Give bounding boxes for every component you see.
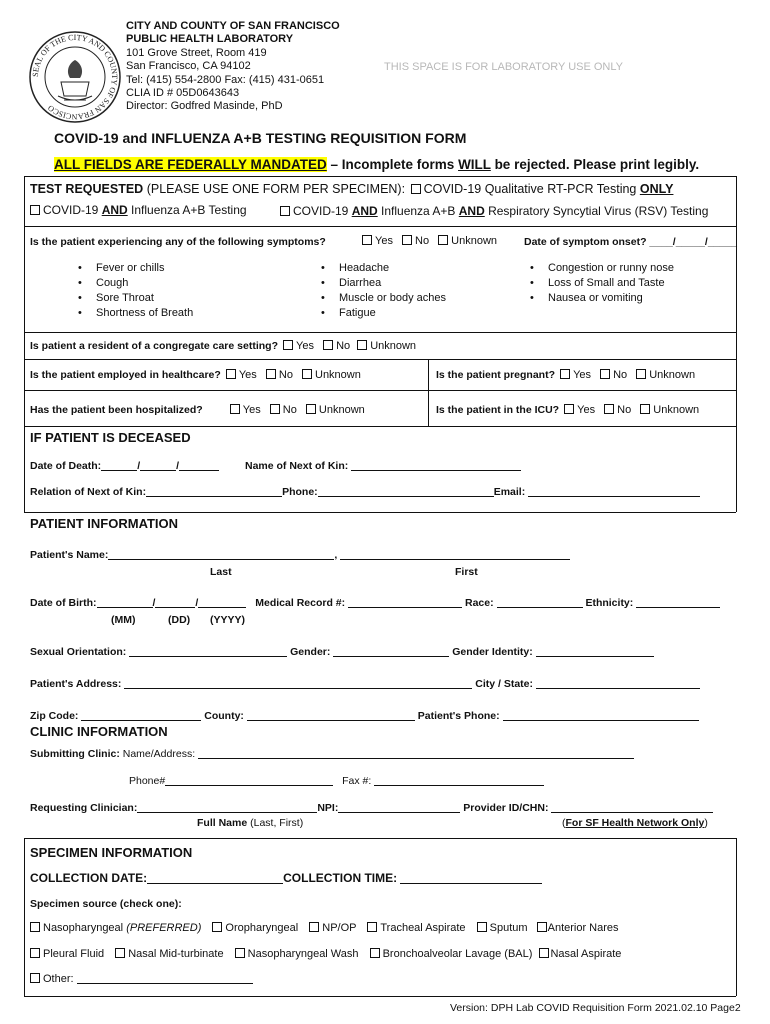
date-of-death-field[interactable]: Date of Death: / /: [30, 460, 219, 472]
clinic-fax-field[interactable]: [374, 775, 544, 786]
orientation-row: Sexual Orientation: Gender: Gender Identity:: [30, 646, 654, 658]
footer-version: Version: DPH Lab COVID Requisition Form 2021.02.10 Page2: [450, 1002, 741, 1014]
source-anterior-nares-checkbox[interactable]: [537, 922, 547, 932]
list-item: • Headache: [317, 261, 446, 276]
specimen-row-1: Nasopharyngeal (PREFERRED) Oropharyngeal NP/OP Tracheal Aspirate Sputum Anterior Nares: [28, 922, 619, 934]
congregate-unknown-checkbox[interactable]: [357, 340, 367, 350]
source-other-checkbox[interactable]: [30, 973, 40, 983]
director: Director: Godfred Masinde, PhD: [126, 100, 283, 113]
address-field[interactable]: [124, 678, 472, 689]
city-state-field[interactable]: [536, 678, 700, 689]
dob-field[interactable]: [97, 597, 153, 608]
seal-text: SEAL OF THE CITY AND COUNTY OF SAN FRANCISCO: [30, 32, 120, 122]
last-label: Last: [210, 566, 232, 578]
tel-fax: Tel: (415) 554-2800 Fax: (415) 431-0651: [126, 73, 325, 86]
list-item: • Nausea or vomiting: [526, 291, 674, 306]
source-bal-checkbox[interactable]: [370, 948, 380, 958]
collection-date-field[interactable]: [147, 871, 283, 884]
list-item: • Congestion or runny nose: [526, 261, 674, 276]
npi-field[interactable]: [338, 802, 460, 813]
symptoms-no-checkbox[interactable]: [402, 235, 412, 245]
city-seal: [28, 30, 122, 124]
symptoms-yes-checkbox[interactable]: [362, 235, 372, 245]
list-item: • Fatigue: [317, 306, 446, 321]
list-item: • Sore Throat: [74, 291, 193, 306]
symptom-onset-date: Date of symptom onset? ____/_____/_____: [524, 236, 738, 248]
mandate-highlight: ALL FIELDS ARE FEDERALLY MANDATED: [54, 157, 327, 172]
congregate-row: Is patient a resident of a congregate care setting? Yes No Unknown: [30, 340, 417, 352]
provider-id-field[interactable]: [551, 802, 713, 813]
list-item: • Loss of Small and Taste: [526, 276, 674, 291]
pregnant-row: Is the patient pregnant? Yes No Unknown: [436, 369, 696, 381]
hospitalized-yes-checkbox[interactable]: [230, 404, 240, 414]
icu-yes-checkbox[interactable]: [564, 404, 574, 414]
kin-relation-field[interactable]: [146, 486, 282, 497]
mandate-notice: ALL FIELDS ARE FEDERALLY MANDATED – Incomplete forms WILL be rejected. Please print legibly.: [54, 157, 700, 172]
source-other-field[interactable]: [77, 973, 253, 984]
collection-time-field[interactable]: [400, 871, 542, 884]
first-label: First: [455, 566, 478, 578]
source-pleural-fluid-checkbox[interactable]: [30, 948, 40, 958]
symptom-list-1: [74, 261, 193, 321]
clinic-phone-fax-row: Phone# Fax #:: [129, 775, 544, 787]
source-nasal-aspirate-checkbox[interactable]: [539, 948, 549, 958]
clinic-phone-field[interactable]: [165, 775, 333, 786]
icu-row: Is the patient in the ICU? Yes No Unknown: [436, 404, 700, 416]
icu-unknown-checkbox[interactable]: [640, 404, 650, 414]
dob-dd: (DD): [168, 614, 191, 626]
sf-network-hint: (For SF Health Network Only): [562, 817, 708, 829]
submitting-clinic-row: Submitting Clinic: Name/Address:: [30, 748, 634, 760]
clinician-row: Requesting Clinician: NPI: Provider ID/CHN:: [30, 802, 713, 814]
orientation-field[interactable]: [129, 646, 287, 657]
pregnant-unknown-checkbox[interactable]: [636, 369, 646, 379]
kin-email-field[interactable]: [528, 486, 700, 497]
clia-id: CLIA ID # 05D0643643: [126, 87, 240, 100]
patient-name-field[interactable]: Patient's Name: ,: [30, 549, 570, 561]
list-item: • Fever or chills: [74, 261, 193, 276]
source-nasopharyngeal-wash-checkbox[interactable]: [235, 948, 245, 958]
dob-yyyy: (YYYY): [210, 614, 246, 626]
ethnicity-field[interactable]: [636, 597, 720, 608]
symptoms-question: Is the patient experiencing any of the following symptoms?: [30, 236, 326, 248]
healthcare-row: Is the patient employed in healthcare? Yes No Unknown: [30, 369, 361, 381]
congregate-yes-checkbox[interactable]: [283, 340, 293, 350]
lab-name: PUBLIC HEALTH LABORATORY: [126, 33, 294, 46]
gender-identity-field[interactable]: [536, 646, 654, 657]
zip-field[interactable]: [81, 710, 201, 721]
list-item: • Shortness of Breath: [74, 306, 193, 321]
source-nasopharyngeal-checkbox[interactable]: [30, 922, 40, 932]
test-rsv-row: COVID-19 AND Influenza A+B AND Respiratory Syncytial Virus (RSV) Testing: [278, 204, 708, 218]
symptom-list-2: [317, 261, 446, 321]
pregnant-no-checkbox[interactable]: [600, 369, 610, 379]
test-requested-row: TEST REQUESTED (PLEASE USE ONE FORM PER SPECIMEN): COVID-19 Qualitative RT-PCR Testing ONLY: [30, 182, 674, 196]
race-field[interactable]: [497, 597, 583, 608]
next-of-kin-field[interactable]: Name of Next of Kin:: [245, 460, 521, 472]
source-oropharyngeal-checkbox[interactable]: [212, 922, 222, 932]
city-name: CITY AND COUNTY OF SAN FRANCISCO: [126, 20, 340, 32]
healthcare-yes-checkbox[interactable]: [226, 369, 236, 379]
clinician-field[interactable]: [137, 802, 317, 813]
gender-field[interactable]: [333, 646, 449, 657]
specimen-heading: SPECIMEN INFORMATION: [30, 845, 193, 860]
symptoms-answers: Yes No Unknown: [360, 235, 497, 247]
list-item: • Cough: [74, 276, 193, 291]
source-tracheal-aspirate-checkbox[interactable]: [367, 922, 377, 932]
dob-row: Date of Birth: / / Medical Record #: Race: Ethnicity:: [30, 597, 720, 609]
symptom-list-3: [526, 261, 674, 306]
source-np-op-checkbox[interactable]: [309, 922, 319, 932]
list-item: • Diarrhea: [317, 276, 446, 291]
specimen-other-row: Other:: [28, 973, 253, 985]
test-covid-flu-rsv-checkbox[interactable]: [280, 206, 290, 216]
specimen-source-label: Specimen source (check one):: [30, 898, 182, 910]
icu-no-checkbox[interactable]: [604, 404, 614, 414]
symptoms-unknown-checkbox[interactable]: [438, 235, 448, 245]
specimen-row-2: Pleural Fluid Nasal Mid-turbinate Nasopharyngeal Wash Bronchoalveolar Lavage (BAL) Nasal Aspirate: [28, 948, 621, 960]
county-field[interactable]: [247, 710, 415, 721]
test-covid-flu-checkbox[interactable]: [30, 205, 40, 215]
hospitalized-no-checkbox[interactable]: [270, 404, 280, 414]
list-item: • Muscle or body aches: [317, 291, 446, 306]
collection-row: COLLECTION DATE: COLLECTION TIME:: [30, 871, 542, 885]
congregate-no-checkbox[interactable]: [323, 340, 333, 350]
hospitalized-row: Has the patient been hospitalized? Yes No Unknown: [30, 404, 365, 416]
lab-use-notice: THIS SPACE IS FOR LABORATORY USE ONLY: [384, 61, 624, 73]
submitting-clinic-field[interactable]: [198, 748, 634, 759]
dob-mm: (MM): [111, 614, 136, 626]
patient-phone-field[interactable]: [503, 710, 699, 721]
mrn-field[interactable]: [348, 597, 462, 608]
source-sputum-checkbox[interactable]: [477, 922, 487, 932]
pregnant-yes-checkbox[interactable]: [560, 369, 570, 379]
kin-relation-row: Relation of Next of Kin: Phone: Email:: [30, 486, 700, 498]
form-title: COVID-19 and INFLUENZA A+B TESTING REQUISITION FORM: [54, 130, 467, 146]
address-row: Patient's Address: City / State:: [30, 678, 700, 690]
full-name-hint: Full Name (Last, First): [197, 817, 304, 829]
zip-row: Zip Code: County: Patient's Phone:: [30, 710, 699, 722]
street: 101 Grove Street, Room 419: [126, 46, 267, 59]
city-zip: San Francisco, CA 94102: [126, 60, 251, 73]
healthcare-unknown-checkbox[interactable]: [302, 369, 312, 379]
kin-phone-field[interactable]: [318, 486, 494, 497]
deceased-heading: IF PATIENT IS DECEASED: [30, 430, 191, 445]
test-options-row: COVID-19 AND Influenza A+B Testing: [28, 203, 247, 217]
healthcare-no-checkbox[interactable]: [266, 369, 276, 379]
patient-heading: PATIENT INFORMATION: [30, 516, 179, 531]
test-covid-only-checkbox[interactable]: [411, 184, 421, 194]
clinic-heading: CLINIC INFORMATION: [30, 724, 168, 739]
lab-address-block: [126, 20, 340, 114]
source-nasal-mid-turbinate-checkbox[interactable]: [115, 948, 125, 958]
hospitalized-unknown-checkbox[interactable]: [306, 404, 316, 414]
